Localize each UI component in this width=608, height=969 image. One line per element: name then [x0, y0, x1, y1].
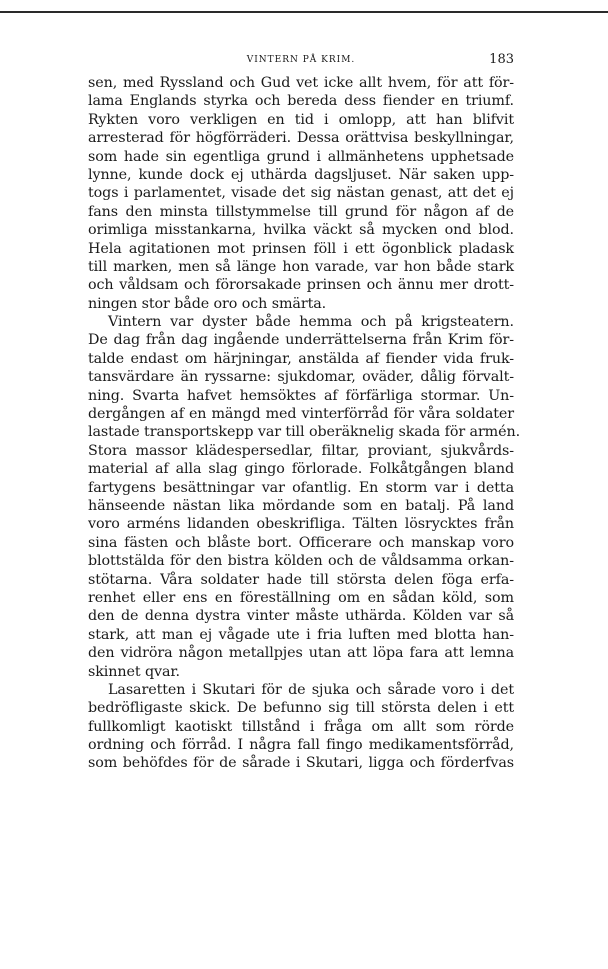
text-line: sen, med Ryssland och Gud vet icke allt hvem, för att för-: [88, 75, 514, 91]
text-line: stark, att man ej vågade ute i fria luften med blotta han-: [88, 626, 514, 643]
text-line: och våldsam och förorsakade prinsen och ännu mer drott-: [88, 277, 514, 294]
text-line: som hade sin egentliga grund i allmänhetens upphetsade: [88, 148, 514, 165]
text-line: orimliga misstankarna, hvilka väckt så mycken ond blod.: [88, 222, 514, 239]
running-title: VINTERN PÅ KRIM.: [246, 55, 356, 65]
text-line: den de denna dystra vinter måste uthärda. Kölden var så: [88, 608, 514, 625]
text-line: till marken, men så länge hon varade, var hon både stark: [88, 258, 514, 275]
text-line: ordning och förråd. I några fall fingo medikamentsförråd,: [88, 737, 514, 754]
text-line: Lasaretten i Skutari för de sjuka och sårade voro i det: [108, 681, 514, 698]
text-line: material af alla slag gingo förlorade. Folkåtgången bland: [88, 461, 514, 478]
text-line: ning. Svarta hafvet hemsöktes af förfärliga stormar. Un-: [88, 387, 514, 404]
text-line: Hela agitationen mot prinsen föll i ett ögonblick pladask: [88, 240, 514, 257]
text-line: fartygens besättningar var ofantlig. En storm var i detta: [88, 479, 514, 496]
text-line: fans den minsta tillstymmelse till grund för någon af de: [88, 203, 514, 220]
text-line: tansvärdare än ryssarne: sjukdomar, oväder, dålig förvalt-: [88, 369, 514, 386]
text-line: Stora massor klädespersedlar, filtar, proviant, sjukvårds-: [88, 442, 514, 459]
text-line: hänseende nästan lika mördande som en batalj. På land: [88, 497, 514, 514]
text-line: ningen stor både oro och smärta.: [88, 295, 327, 312]
text-line: renhet eller ens en föreställning om en sådan köld, som: [88, 589, 514, 606]
text-line: fullkomligt kaotiskt tillstånd i fråga om allt som rörde: [88, 718, 514, 735]
text-line: blottstälda för den bistra kölden och de våldsamma orkan-: [88, 553, 514, 570]
text-line: arresterad för högförräderi. Dessa orättvisa beskyllningar,: [88, 130, 514, 147]
text-line: lastade transportskepp var till oberäknelig skada för armén.: [88, 424, 521, 441]
page-number: 183: [489, 52, 514, 67]
text-line: De dag från dag ingående underrättelserna från Krim för-: [88, 332, 514, 349]
text-line: voro arméns lidanden obeskrifliga. Tälten lösrycktes från: [88, 516, 514, 533]
top-rule: [0, 11, 608, 13]
text-line: togs i parlamentet, visade det sig nästan genast, att det ej: [88, 185, 514, 202]
text-line: Rykten voro verkligen en tid i omlopp, att han blifvit: [88, 111, 514, 128]
running-head: [88, 50, 514, 70]
text-line: som behöfdes för de sårade i Skutari, ligga och förderfvas: [88, 755, 514, 772]
text-line: talde endast om härjningar, anstälda af fiender vida fruk-: [88, 350, 514, 367]
text-line: den vidröra någon metallpjes utan att löpa fara att lemna: [88, 645, 514, 662]
text-line: sina fästen och blåste bort. Officerare och manskap voro: [88, 534, 514, 551]
text-line: bedröfligaste skick. De befunno sig till största delen i ett: [88, 700, 514, 717]
text-line: lama Englands styrka och bereda dess fiender en triumf.: [88, 93, 514, 110]
text-line: skinnet qvar.: [88, 663, 180, 680]
text-line: lynne, kunde dock ej uthärda dagsljuset. När saken upp-: [88, 166, 514, 183]
text-line: dergången af en mängd med vinterförråd för våra soldater: [88, 406, 514, 423]
text-line: Vintern var dyster både hemma och på krigsteatern.: [108, 314, 514, 331]
body-text: [88, 74, 521, 773]
text-line: stötarna. Våra soldater hade till största delen föga erfa-: [88, 571, 514, 588]
